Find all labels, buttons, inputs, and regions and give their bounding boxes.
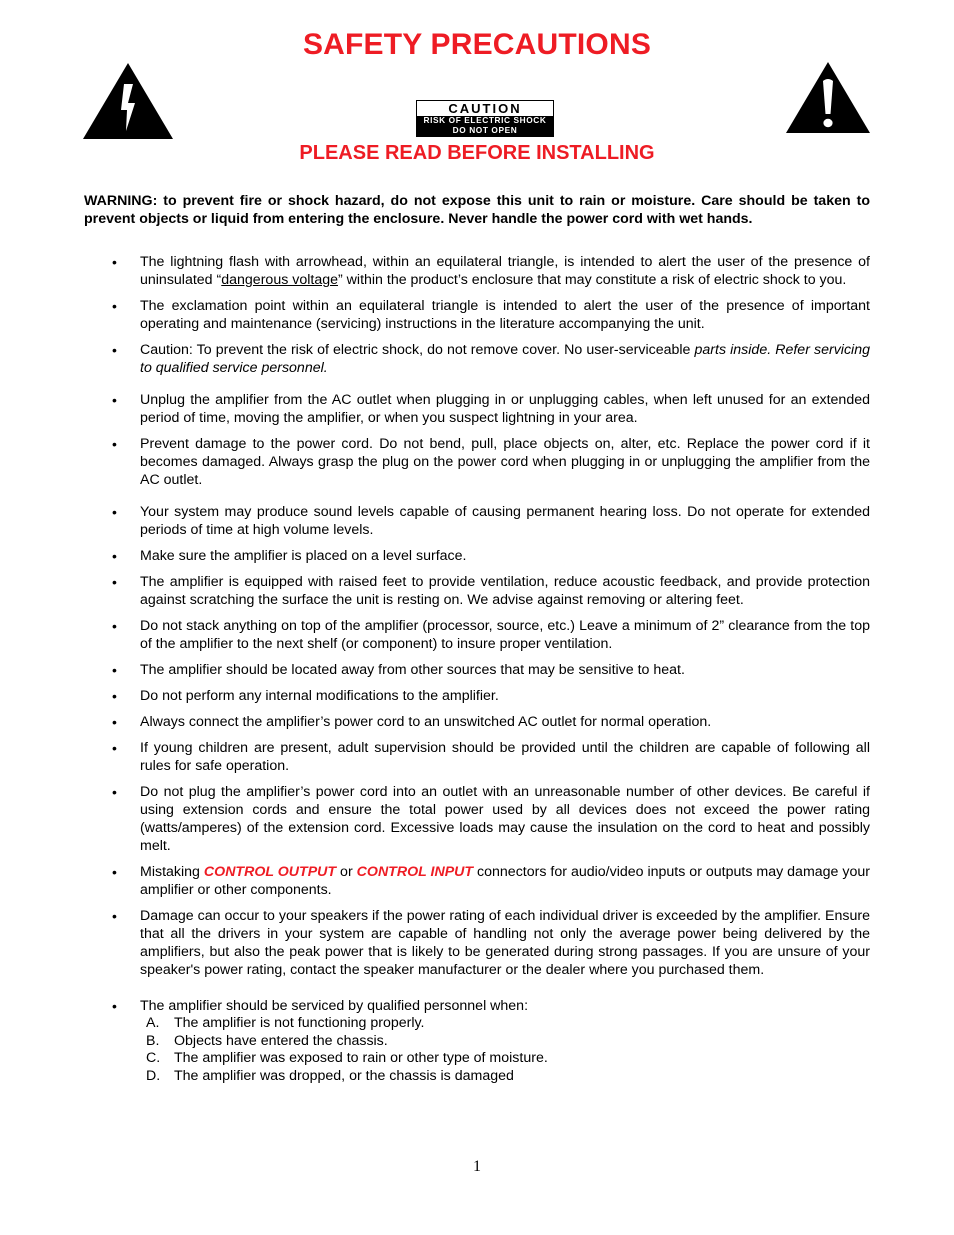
bullet-icon: • bbox=[112, 908, 117, 924]
list-item: • If young children are present, adult supervision should be provided until the children are capable of following all rules for safe operation. bbox=[112, 740, 870, 774]
bullet-icon: • bbox=[112, 436, 117, 452]
bullet-icon: • bbox=[112, 864, 117, 880]
caution-label bbox=[416, 100, 554, 137]
control-output-label: CONTROL OUTPUT bbox=[203, 864, 337, 880]
exclamation-warning-triangle-icon bbox=[786, 62, 870, 134]
list-item: • Caution: To prevent the risk of electric shock, do not remove cover. No user-serviceable parts inside. Refer servicing to qualified service personnel. bbox=[112, 342, 870, 376]
list-item: • Mistaking CONTROL OUTPUT or CONTROL INPUT connectors for audio/video inputs or outputs may damage your amplifier or other components. bbox=[112, 864, 871, 898]
bullet-icon: • bbox=[112, 574, 117, 590]
service-conditions-list bbox=[140, 1015, 870, 1085]
list-item: • Unplug the amplifier from the AC outlet when plugging in or unplugging cables, when left unused for an extended period of time, moving the amplifier, or when you suspect lightning in your area. bbox=[112, 392, 870, 426]
list-item: • Your system may produce sound levels capable of causing permanent hearing loss. Do not operate for extended periods of time at high volume levels. bbox=[112, 504, 870, 538]
list-item: • The amplifier should be located away from other sources that may be sensitive to heat. bbox=[112, 662, 685, 678]
list-item: • Do not stack anything on top of the amplifier (processor, source, etc.) Leave a minimum of 2” clearance from the top of the amplifier to the next shelf (or component) to insure proper ventilation. bbox=[112, 618, 870, 652]
caution-label-line2: DO NOT OPEN bbox=[452, 124, 518, 135]
bullet-icon: • bbox=[112, 784, 117, 800]
caution-label-line1: RISK OF ELECTRIC SHOCK bbox=[423, 115, 547, 125]
caution-label-warning bbox=[417, 116, 553, 136]
list-item: • Always connect the amplifier’s power cord to an unswitched AC outlet for normal operation. bbox=[112, 714, 712, 730]
bullet-icon: • bbox=[112, 618, 117, 634]
sub-list-item: C. The amplifier was exposed to rain or other type of moisture. bbox=[146, 1050, 548, 1067]
sub-list-item: D. The amplifier was dropped, or the chassis is damaged bbox=[146, 1067, 514, 1084]
italic-text: parts inside. Refer servicing to qualified service personnel. bbox=[140, 342, 870, 376]
list-item: • Do not plug the amplifier’s power cord into an outlet with an unreasonable number of other devices. Be careful if using extension cords and ensure the total power used by all devices does not exceed the power rating (watts/amperes) of the extension cord. Excessive loads may cause the insulation on the cord to heat and possibly melt. bbox=[112, 784, 870, 854]
bullet-icon: • bbox=[112, 714, 117, 730]
page-subtitle: PLEASE READ BEFORE INSTALLING bbox=[299, 142, 655, 164]
list-item: • The lightning flash with arrowhead, within an equilateral triangle, is intended to alert the user of the presence of uninsulated “dangerous voltage” within the product’s enclosure that may constitute a risk of electric shock to you. bbox=[112, 254, 870, 288]
bullet-icon: • bbox=[112, 254, 117, 270]
bullet-icon: • bbox=[112, 392, 117, 408]
list-item: • The amplifier is equipped with raised feet to provide ventilation, reduce acoustic feedback, and provide protection against scratching the surface the unit is resting on. We advise against removing or altering feet. bbox=[112, 574, 870, 608]
bullet-icon: • bbox=[112, 298, 117, 314]
warning-paragraph: WARNING: to prevent fire or shock hazard, do not expose this unit to rain or moisture. Care should be taken to prevent objects or liquid from entering the enclosure. Never handle the power cord with wet hands. bbox=[84, 193, 870, 227]
lightning-warning-triangle-icon bbox=[83, 63, 173, 140]
bullet-icon: • bbox=[112, 548, 117, 564]
underlined-text: dangerous voltage bbox=[221, 272, 338, 288]
bullet-icon: • bbox=[112, 688, 117, 704]
list-item: • Do not perform any internal modifications to the amplifier. bbox=[112, 688, 499, 704]
page-title: SAFETY PRECAUTIONS bbox=[302, 28, 652, 61]
bullet-icon: • bbox=[112, 998, 117, 1014]
bullet-icon: • bbox=[112, 740, 117, 756]
sub-list-item: B. Objects have entered the chassis. bbox=[146, 1032, 388, 1049]
control-input-label: CONTROL INPUT bbox=[356, 864, 474, 880]
sub-list-item: A. The amplifier is not functioning properly. bbox=[146, 1015, 425, 1031]
list-item: • The exclamation point within an equilateral triangle is intended to alert the user of the presence of important operating and maintenance (servicing) instructions in the literature accompanying the unit. bbox=[112, 298, 870, 332]
list-item: • The amplifier should be serviced by qualified personnel when: A. The amplifier is not functioning properly. B. Objects have entered the chassis. C. The amplifier was exposed to rain or other type of moisture. D. The amplifier was dropped, or the chassis is damaged bbox=[84, 997, 870, 1085]
bullet-icon: • bbox=[112, 342, 117, 358]
list-item: • Damage can occur to your speakers if the power rating of each individual driver is exceeded by the amplifier. Ensure that all the drivers in your system are capable of handling not only the average power being delivered by the amplifiers, but also the peak power that is likely to be generated during strong passages. If you are unsure of your speaker's power rating, contact the speaker manufacturer or the dealer where you purchased them. bbox=[112, 908, 870, 978]
page-number: 1 bbox=[473, 1158, 481, 1175]
safety-list bbox=[84, 253, 870, 1093]
list-item: • Make sure the amplifier is placed on a level surface. bbox=[112, 548, 467, 564]
caution-label-title: CAUTION bbox=[448, 101, 522, 116]
bullet-icon: • bbox=[112, 662, 117, 678]
list-item: • Prevent damage to the power cord. Do not bend, pull, place objects on, alter, etc. Replace the power cord if it becomes damaged. Always grasp the plug on the power cord when plugging in or unplugging the amplifier from the AC outlet. bbox=[112, 436, 870, 488]
bullet-icon: • bbox=[112, 504, 117, 520]
